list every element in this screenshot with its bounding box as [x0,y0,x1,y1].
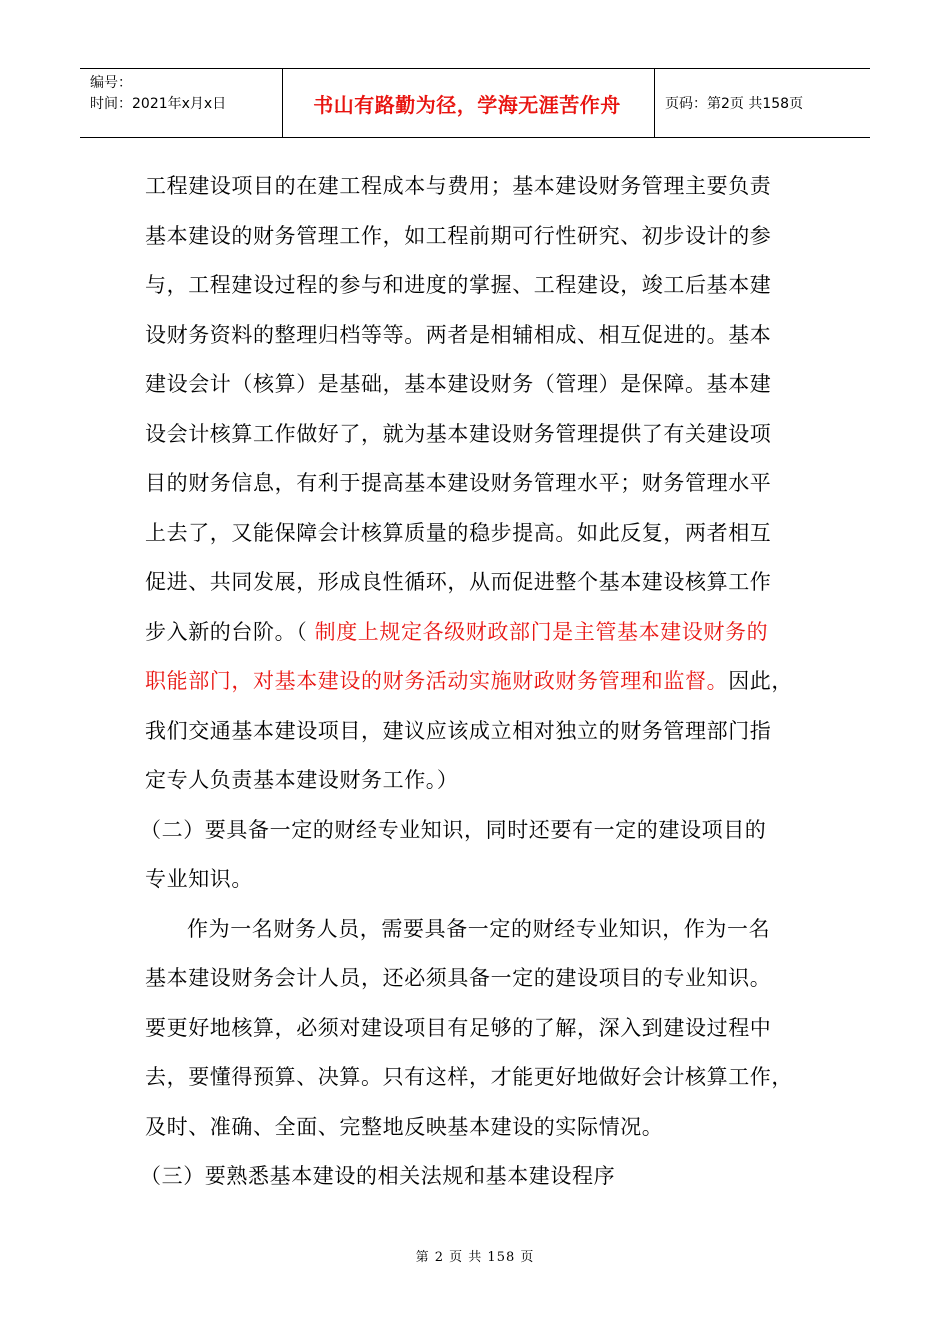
number-label: 编号： [90,75,132,91]
header-table [80,68,870,138]
header-divider [654,69,655,137]
text-line [145,608,810,658]
text-line: 基本建设财务会计人员，还必须具备一定的建设项目的专业知识。 [145,966,772,990]
page-footer: 第 2 页 共 158 页 [415,1250,535,1265]
section-heading: 专业知识。 [145,867,253,891]
header-motto: 书山有路勤为径，学海无涯苦作舟 [313,92,621,117]
section-heading: （三）要熟悉基本建设的相关法规和基本建设程序 [140,1164,616,1188]
text-line: 去，要懂得预算、决算。只有这样，才能更好地做好会计核算工作， [145,1065,793,1089]
highlighted-text: 制度上规定各级财政部门是主管基本建设财务的 [307,619,769,644]
text-line: 及时、准确、全面、完整地反映基本建设的实际情况。 [145,1114,664,1139]
text-line: 促进、共同发展，形成良性循环，从而促进整个基本建设核算工作 [145,570,772,594]
document-body [140,162,810,1202]
text-line: 与，工程建设过程的参与和进度的掌握、工程建设，竣工后基本建 [145,273,772,297]
text-line: 建设会计（核算）是基础，基本建设财务（管理）是保障。基本建 [145,372,772,396]
time-label: 时间：2021年x月x日 [90,96,227,112]
highlighted-text: 职能部门，对基本建设的财务活动实施财政财务管理和监督。 [145,669,729,693]
text-span: 步入新的台阶。（ [145,619,308,644]
text-line: 工程建设项目的在建工程成本与费用；基本建设财务管理主要负责 [145,174,772,198]
text-line: 作为一名财务人员，需要具备一定的财经专业知识，作为一名 [187,916,771,941]
text-line [145,657,810,707]
header-meta [90,73,280,115]
text-line: 基本建设的财务管理工作，如工程前期可行性研究、初步设计的参 [145,223,772,248]
header-page-info: 页码：第2页 共158页 [665,96,804,112]
text-line: 设会计核算工作做好了，就为基本建设财务管理提供了有关建设项 [145,421,772,446]
text-line: 设财务资料的整理归档等等。两者是相辅相成、相互促进的。基本 [145,322,772,347]
text-span: 因此， [728,669,794,693]
text-line: 上去了，又能保障会计核算质量的稳步提高。如此反复，两者相互 [145,520,772,545]
text-line: 我们交通基本建设项目，建议应该成立相对独立的财务管理部门指 [145,718,772,743]
text-line: 目的财务信息，有利于提高基本建设财务管理水平；财务管理水平 [145,471,772,495]
text-line: 要更好地核算，必须对建设项目有足够的了解，深入到建设过程中 [145,1015,772,1040]
text-line: 定专人负责基本建设财务工作。） [145,768,459,792]
section-heading: （二）要具备一定的财经专业知识，同时还要有一定的建设项目的 [140,817,767,842]
